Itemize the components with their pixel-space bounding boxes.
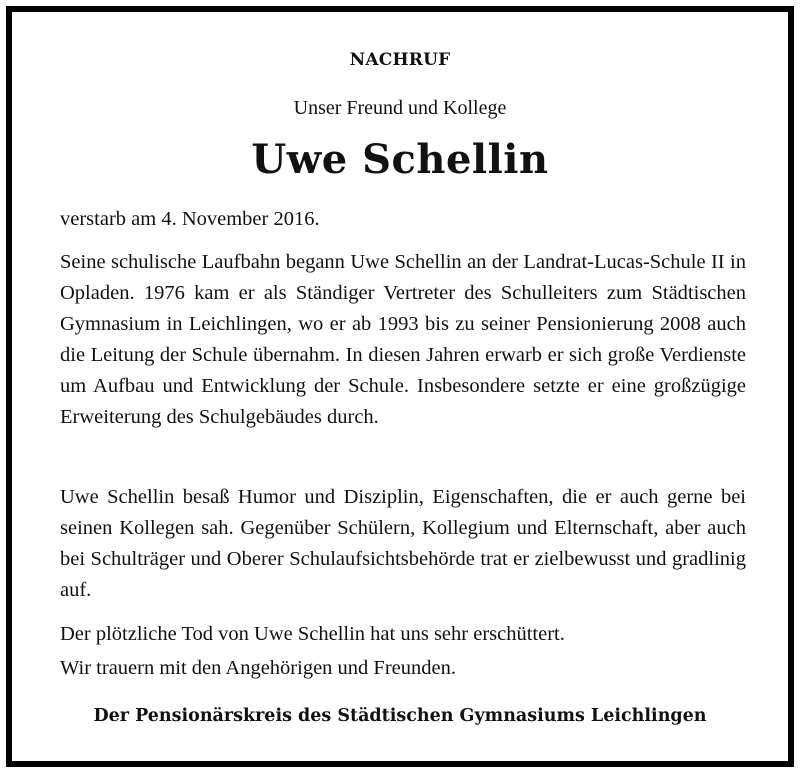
obituary-notice [6, 6, 794, 767]
deceased-name: Uwe Schellin [251, 136, 549, 183]
paragraph-character: Uwe Schellin besaß Humor und Disziplin, Eigenschaften, die er auch gerne bei seinen Kollegen sah. Gegenüber Schülern, Kollegium und Elternschaft, aber auch bei Schulträger und Oberer Schulaufsichtsbehörde trat er zielbewusst und gradlinig auf. [60, 486, 746, 601]
paragraph-mourning: Wir trauern mit den Angehörigen und Freunden. [60, 657, 456, 679]
notice-signature: Der Pensionärskreis des Städtischen Gymnasiums Leichlingen [93, 706, 707, 726]
paragraph-career: Seine schulische Laufbahn begann Uwe Schellin an der Landrat-Lucas-Schule II in Opladen. 1976 kam er als Ständiger Vertreter des Schulleiters zum Städtischen Gymnasium in Leichlingen, wo er ab 1993 bis zu seiner Pensionierung 2008 auch die Leitung der Schule übernahm. In diesen Jahren erwarb er sich große Verdienste um Aufbau und Entwicklung der Schule. Insbesondere setzte er eine großzügige Erweiterung des Schulgebäudes durch. [60, 251, 746, 428]
paragraph-grief: Der plötzliche Tod von Uwe Schellin hat uns sehr erschüttert. [60, 623, 565, 645]
notice-heading: NACHRUF [349, 50, 451, 70]
paragraph-date-of-death: verstarb am 4. November 2016. [60, 208, 320, 230]
notice-subtitle: Unser Freund und Kollege [293, 97, 507, 119]
